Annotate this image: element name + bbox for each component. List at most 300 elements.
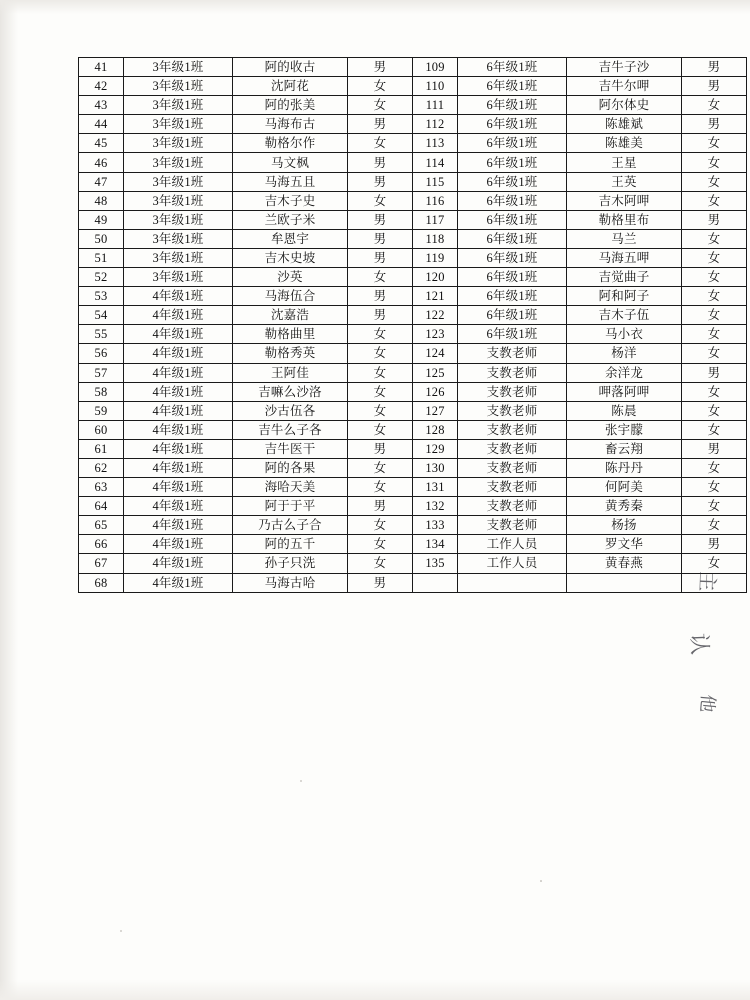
cell-left-class-text: 4年级1班: [152, 480, 204, 495]
cell-right-class: [458, 363, 567, 382]
cell-left-sex: [348, 325, 413, 344]
cell-left-sex-text: 女: [373, 384, 387, 399]
cell-right-number-text: 121: [425, 289, 445, 304]
roster-table: [78, 57, 747, 593]
cell-left-number: [79, 287, 124, 306]
cell-right-name-text: 陈雄美: [604, 136, 644, 151]
cell-left-name-text: 马海伍合: [264, 289, 316, 304]
cell-left-class-text: 3年级1班: [152, 193, 204, 208]
cell-right-name: [567, 325, 682, 344]
cell-left-class: [124, 363, 233, 382]
cell-right-name-text: 陈丹丹: [604, 461, 644, 476]
cell-right-name: [567, 439, 682, 458]
cell-right-name-text: 马兰: [611, 231, 637, 246]
cell-left-sex: [348, 96, 413, 115]
cell-left-name-text: 阿的五千: [264, 537, 316, 552]
cell-left-sex-text: 男: [373, 250, 387, 265]
cell-right-name: [567, 191, 682, 210]
cell-right-sex: [682, 401, 747, 420]
cell-left-sex-text: 女: [373, 270, 387, 285]
cell-right-number: [413, 248, 458, 267]
cell-left-class-text: 4年级1班: [152, 441, 204, 456]
cell-right-sex-text: 女: [707, 231, 721, 246]
table-row: [79, 344, 747, 363]
cell-left-class-text: 4年级1班: [152, 422, 204, 437]
cell-left-sex: [348, 458, 413, 477]
cell-left-name: [233, 363, 348, 382]
cell-left-number-text: 44: [94, 117, 108, 132]
cell-right-sex: [682, 134, 747, 153]
table-row: [79, 554, 747, 573]
cell-left-number-text: 59: [94, 403, 108, 418]
table-row: [79, 458, 747, 477]
cell-right-sex-text: 男: [707, 60, 721, 75]
cell-right-sex-text: 女: [707, 403, 721, 418]
cell-left-class: [124, 401, 233, 420]
page-shadow-left: [0, 0, 18, 1000]
cell-left-name-text: 吉嘛么沙洛: [258, 384, 322, 399]
cell-left-sex-text: 女: [373, 537, 387, 552]
cell-right-sex-text: 女: [707, 518, 721, 533]
cell-left-number: [79, 58, 124, 77]
cell-left-class-text: 3年级1班: [152, 60, 204, 75]
cell-right-sex: [682, 478, 747, 497]
cell-right-name: [567, 382, 682, 401]
table-row: [79, 325, 747, 344]
cell-left-sex-text: 女: [373, 98, 387, 113]
cell-left-name: [233, 306, 348, 325]
cell-right-number: [413, 573, 458, 592]
cell-left-sex: [348, 535, 413, 554]
cell-left-number-text: 49: [94, 212, 108, 227]
cell-right-sex-text: 女: [707, 270, 721, 285]
cell-left-number: [79, 248, 124, 267]
cell-right-name: [567, 287, 682, 306]
cell-right-class-text: 支教老师: [486, 461, 538, 476]
table-row: [79, 77, 747, 96]
cell-left-name-text: 沈阿花: [270, 79, 310, 94]
table-row: [79, 153, 747, 172]
table-row: [79, 573, 747, 592]
table-row: [79, 306, 747, 325]
cell-left-name: [233, 210, 348, 229]
margin-handwriting-3: 他: [696, 693, 719, 713]
cell-right-class-text: 6年级1班: [486, 136, 538, 151]
cell-right-name-text: 陈雄斌: [604, 117, 644, 132]
cell-left-class-text: 3年级1班: [152, 212, 204, 227]
cell-left-number-text: 42: [94, 79, 108, 94]
cell-left-name-text: 吉牛么子各: [258, 422, 322, 437]
cell-right-name-text: 黄春燕: [604, 556, 644, 571]
cell-left-class-text: 4年级1班: [152, 289, 204, 304]
table-row: [79, 58, 747, 77]
cell-right-class-text: 6年级1班: [486, 155, 538, 170]
cell-left-number: [79, 439, 124, 458]
cell-left-sex-text: 男: [373, 174, 387, 189]
cell-left-name: [233, 573, 348, 592]
cell-left-class-text: 4年级1班: [152, 499, 204, 514]
cell-right-number-text: 120: [425, 270, 445, 285]
cell-left-sex: [348, 134, 413, 153]
cell-right-name: [567, 115, 682, 134]
cell-left-class: [124, 458, 233, 477]
cell-left-name-text: 马海布古: [264, 117, 316, 132]
cell-right-class: [458, 573, 567, 592]
cell-left-name-text: 马海古哈: [264, 575, 316, 590]
cell-right-class: [458, 554, 567, 573]
cell-right-number: [413, 325, 458, 344]
cell-left-class-text: 4年级1班: [152, 537, 204, 552]
cell-left-sex: [348, 420, 413, 439]
cell-left-sex-text: 男: [373, 308, 387, 323]
cell-right-name: [567, 363, 682, 382]
cell-left-number: [79, 401, 124, 420]
cell-left-name-text: 海哈天美: [264, 480, 316, 495]
cell-left-name-text: 阿的各果: [264, 461, 316, 476]
cell-left-sex: [348, 401, 413, 420]
cell-left-name-text: 沙英: [277, 270, 303, 285]
cell-left-sex-text: 女: [373, 556, 387, 571]
cell-right-class-text: 支教老师: [486, 365, 538, 380]
cell-left-sex-text: 男: [373, 212, 387, 227]
cell-right-class: [458, 401, 567, 420]
cell-left-sex: [348, 287, 413, 306]
table-row: [79, 248, 747, 267]
cell-left-sex: [348, 497, 413, 516]
cell-left-sex-text: 男: [373, 575, 387, 590]
cell-left-name: [233, 382, 348, 401]
cell-left-class-text: 4年级1班: [152, 461, 204, 476]
cell-right-sex-text: 男: [707, 365, 721, 380]
cell-left-number: [79, 115, 124, 134]
cell-left-class: [124, 172, 233, 191]
cell-right-name: [567, 535, 682, 554]
cell-right-sex: [682, 497, 747, 516]
cell-left-sex-text: 女: [373, 480, 387, 495]
cell-left-sex: [348, 248, 413, 267]
cell-right-name: [567, 554, 682, 573]
cell-left-class: [124, 497, 233, 516]
cell-right-class-text: 支教老师: [486, 518, 538, 533]
cell-right-name-text: 马小衣: [604, 327, 644, 342]
cell-left-number-text: 57: [94, 365, 108, 380]
cell-left-name: [233, 58, 348, 77]
cell-left-name: [233, 420, 348, 439]
cell-left-class-text: 4年级1班: [152, 575, 204, 590]
cell-right-sex: [682, 458, 747, 477]
cell-left-number-text: 65: [94, 518, 108, 533]
cell-left-name: [233, 439, 348, 458]
cell-left-class: [124, 210, 233, 229]
cell-right-class-text: 6年级1班: [486, 308, 538, 323]
page-shadow-top: [0, 0, 750, 14]
cell-left-number: [79, 478, 124, 497]
cell-left-class-text: 3年级1班: [152, 117, 204, 132]
cell-left-sex-text: 男: [373, 441, 387, 456]
cell-right-name: [567, 210, 682, 229]
cell-left-sex-text: 女: [373, 346, 387, 361]
cell-left-name: [233, 96, 348, 115]
cell-right-number-text: 124: [425, 346, 445, 361]
cell-left-number-text: 51: [94, 250, 108, 265]
cell-right-sex-text: 男: [707, 441, 721, 456]
roster-table-container: [78, 57, 721, 593]
table-row: [79, 478, 747, 497]
cell-left-number-text: 66: [94, 537, 108, 552]
cell-left-number: [79, 554, 124, 573]
cell-left-name-text: 勒格秀英: [264, 346, 316, 361]
cell-right-class-text: 支教老师: [486, 441, 538, 456]
table-row: [79, 268, 747, 287]
cell-left-name: [233, 115, 348, 134]
cell-left-number: [79, 458, 124, 477]
cell-right-number: [413, 134, 458, 153]
cell-left-name: [233, 172, 348, 191]
table-row: [79, 96, 747, 115]
cell-left-sex: [348, 439, 413, 458]
cell-left-number: [79, 191, 124, 210]
cell-left-class-text: 3年级1班: [152, 250, 204, 265]
cell-right-class-text: 支教老师: [486, 499, 538, 514]
cell-right-name: [567, 248, 682, 267]
cell-right-sex: [682, 554, 747, 573]
cell-left-class-text: 4年级1班: [152, 518, 204, 533]
cell-left-class-text: 4年级1班: [152, 308, 204, 323]
cell-left-number: [79, 210, 124, 229]
cell-right-number: [413, 535, 458, 554]
cell-right-number-text: 115: [425, 174, 445, 189]
cell-right-class: [458, 77, 567, 96]
cell-right-class: [458, 478, 567, 497]
cell-left-number-text: 47: [94, 174, 108, 189]
cell-right-sex-text: 男: [707, 117, 721, 132]
cell-right-name-text: 何阿美: [604, 480, 644, 495]
cell-right-sex-text: 女: [707, 461, 721, 476]
cell-left-name-text: 马海五且: [264, 174, 316, 189]
cell-left-name-text: 孙子只洗: [264, 556, 316, 571]
cell-left-sex: [348, 153, 413, 172]
cell-left-name-text: 王阿佳: [270, 365, 310, 380]
cell-right-class-text: 支教老师: [486, 403, 538, 418]
cell-right-name-text: 吉牛子沙: [598, 60, 650, 75]
cell-left-class: [124, 58, 233, 77]
table-row: [79, 420, 747, 439]
cell-left-class-text: 4年级1班: [152, 384, 204, 399]
cell-right-sex: [682, 191, 747, 210]
cell-left-number: [79, 420, 124, 439]
cell-right-number-text: 126: [425, 384, 445, 399]
cell-left-name: [233, 248, 348, 267]
cell-left-number-text: 61: [94, 441, 108, 456]
cell-left-sex: [348, 573, 413, 592]
cell-left-class: [124, 325, 233, 344]
cell-right-number: [413, 287, 458, 306]
cell-left-class-text: 3年级1班: [152, 231, 204, 246]
cell-left-name: [233, 287, 348, 306]
cell-right-name-text: 余洋龙: [604, 365, 644, 380]
cell-right-number: [413, 401, 458, 420]
cell-left-sex: [348, 172, 413, 191]
cell-right-name: [567, 478, 682, 497]
cell-left-name-text: 阿于于平: [264, 499, 316, 514]
cell-left-class: [124, 420, 233, 439]
cell-left-name: [233, 344, 348, 363]
cell-left-number: [79, 382, 124, 401]
cell-left-number: [79, 535, 124, 554]
cell-right-number: [413, 363, 458, 382]
cell-left-class-text: 3年级1班: [152, 174, 204, 189]
cell-right-name-text: 畜云翔: [604, 441, 644, 456]
cell-right-name-text: 杨洋: [611, 346, 637, 361]
cell-right-sex-text: 女: [707, 346, 721, 361]
cell-right-class: [458, 325, 567, 344]
cell-left-class: [124, 344, 233, 363]
cell-left-sex-text: 女: [373, 422, 387, 437]
cell-right-sex-text: 女: [707, 250, 721, 265]
table-row: [79, 191, 747, 210]
cell-right-class: [458, 439, 567, 458]
cell-left-number-text: 43: [94, 98, 108, 113]
margin-handwriting-2: 认: [686, 632, 713, 655]
cell-right-class: [458, 268, 567, 287]
cell-right-sex-text: 男: [707, 537, 721, 552]
cell-right-number-text: 129: [425, 441, 445, 456]
cell-right-class-text: 6年级1班: [486, 79, 538, 94]
cell-right-class-text: 工作人员: [486, 537, 538, 552]
cell-right-class: [458, 420, 567, 439]
cell-left-number-text: 68: [94, 575, 108, 590]
cell-right-class: [458, 458, 567, 477]
cell-right-class-text: 6年级1班: [486, 289, 538, 304]
cell-left-sex-text: 女: [373, 79, 387, 94]
cell-left-name: [233, 229, 348, 248]
scan-speck: [540, 880, 542, 882]
cell-left-name: [233, 554, 348, 573]
cell-right-name-text: 陈晨: [611, 403, 637, 418]
cell-right-number: [413, 306, 458, 325]
cell-right-number-text: 110: [425, 79, 445, 94]
cell-left-class-text: 4年级1班: [152, 346, 204, 361]
cell-right-class-text: 支教老师: [486, 346, 538, 361]
cell-right-name-text: 罗文华: [604, 537, 644, 552]
cell-right-class: [458, 248, 567, 267]
cell-left-name: [233, 535, 348, 554]
cell-left-number-text: 53: [94, 289, 108, 304]
cell-right-class: [458, 134, 567, 153]
table-row: [79, 535, 747, 554]
cell-left-name-text: 勒格尔作: [264, 136, 316, 151]
cell-right-name-text: 吉木阿呷: [598, 193, 650, 208]
cell-left-name: [233, 478, 348, 497]
cell-right-number-text: 125: [425, 365, 445, 380]
cell-left-sex: [348, 210, 413, 229]
cell-left-name-text: 吉木子史: [264, 193, 316, 208]
cell-left-name: [233, 191, 348, 210]
cell-left-class: [124, 153, 233, 172]
cell-right-class-text: 6年级1班: [486, 250, 538, 265]
cell-left-class: [124, 229, 233, 248]
cell-right-sex: [682, 287, 747, 306]
cell-left-sex: [348, 268, 413, 287]
cell-right-class: [458, 191, 567, 210]
cell-left-sex-text: 男: [373, 155, 387, 170]
cell-right-number: [413, 229, 458, 248]
cell-left-class-text: 4年级1班: [152, 403, 204, 418]
cell-left-name-text: 勒格曲里: [264, 327, 316, 342]
cell-right-number-text: 109: [425, 60, 445, 75]
cell-right-sex-text: 女: [707, 136, 721, 151]
cell-right-class-text: 6年级1班: [486, 98, 538, 113]
cell-right-class: [458, 344, 567, 363]
cell-left-number-text: 63: [94, 480, 108, 495]
cell-left-name-text: 吉牛医干: [264, 441, 316, 456]
cell-right-sex: [682, 516, 747, 535]
cell-right-name-text: 阿尔体史: [598, 98, 650, 113]
cell-left-sex: [348, 306, 413, 325]
cell-left-number: [79, 363, 124, 382]
cell-left-sex: [348, 516, 413, 535]
cell-left-number-text: 58: [94, 384, 108, 399]
cell-right-class-text: 支教老师: [486, 422, 538, 437]
cell-right-name-text: 阿和阿子: [598, 289, 650, 304]
cell-right-name: [567, 497, 682, 516]
cell-right-number: [413, 382, 458, 401]
cell-left-name: [233, 77, 348, 96]
cell-right-name-text: 吉牛尔呷: [598, 79, 650, 94]
cell-left-class: [124, 306, 233, 325]
cell-left-sex: [348, 344, 413, 363]
cell-right-class-text: 6年级1班: [486, 270, 538, 285]
cell-left-name-text: 吉木史坡: [264, 250, 316, 265]
cell-right-sex: [682, 344, 747, 363]
cell-right-name: [567, 401, 682, 420]
cell-left-number-text: 52: [94, 270, 108, 285]
cell-right-sex-text: 女: [707, 193, 721, 208]
cell-right-class: [458, 516, 567, 535]
cell-left-number: [79, 325, 124, 344]
cell-right-name: [567, 268, 682, 287]
cell-right-number: [413, 344, 458, 363]
cell-left-number-text: 46: [94, 155, 108, 170]
table-row: [79, 401, 747, 420]
cell-left-name: [233, 134, 348, 153]
cell-right-number: [413, 96, 458, 115]
cell-right-class-text: 6年级1班: [486, 174, 538, 189]
cell-right-class-text: 6年级1班: [486, 193, 538, 208]
cell-left-class: [124, 535, 233, 554]
cell-left-sex-text: 男: [373, 289, 387, 304]
cell-right-class: [458, 172, 567, 191]
cell-right-class: [458, 306, 567, 325]
cell-left-class-text: 3年级1班: [152, 136, 204, 151]
scan-speck: [120, 930, 122, 932]
cell-left-class: [124, 287, 233, 306]
cell-right-class-text: 6年级1班: [486, 60, 538, 75]
cell-right-sex-text: 女: [707, 422, 721, 437]
cell-right-class-text: 支教老师: [486, 384, 538, 399]
cell-left-number: [79, 134, 124, 153]
cell-left-sex-text: 女: [373, 193, 387, 208]
cell-left-number-text: 54: [94, 308, 108, 323]
cell-right-number: [413, 191, 458, 210]
cell-left-sex-text: 男: [373, 499, 387, 514]
cell-right-name: [567, 153, 682, 172]
cell-right-class: [458, 497, 567, 516]
table-row: [79, 363, 747, 382]
cell-right-class: [458, 535, 567, 554]
table-row: [79, 287, 747, 306]
cell-right-sex-text: 女: [707, 480, 721, 495]
